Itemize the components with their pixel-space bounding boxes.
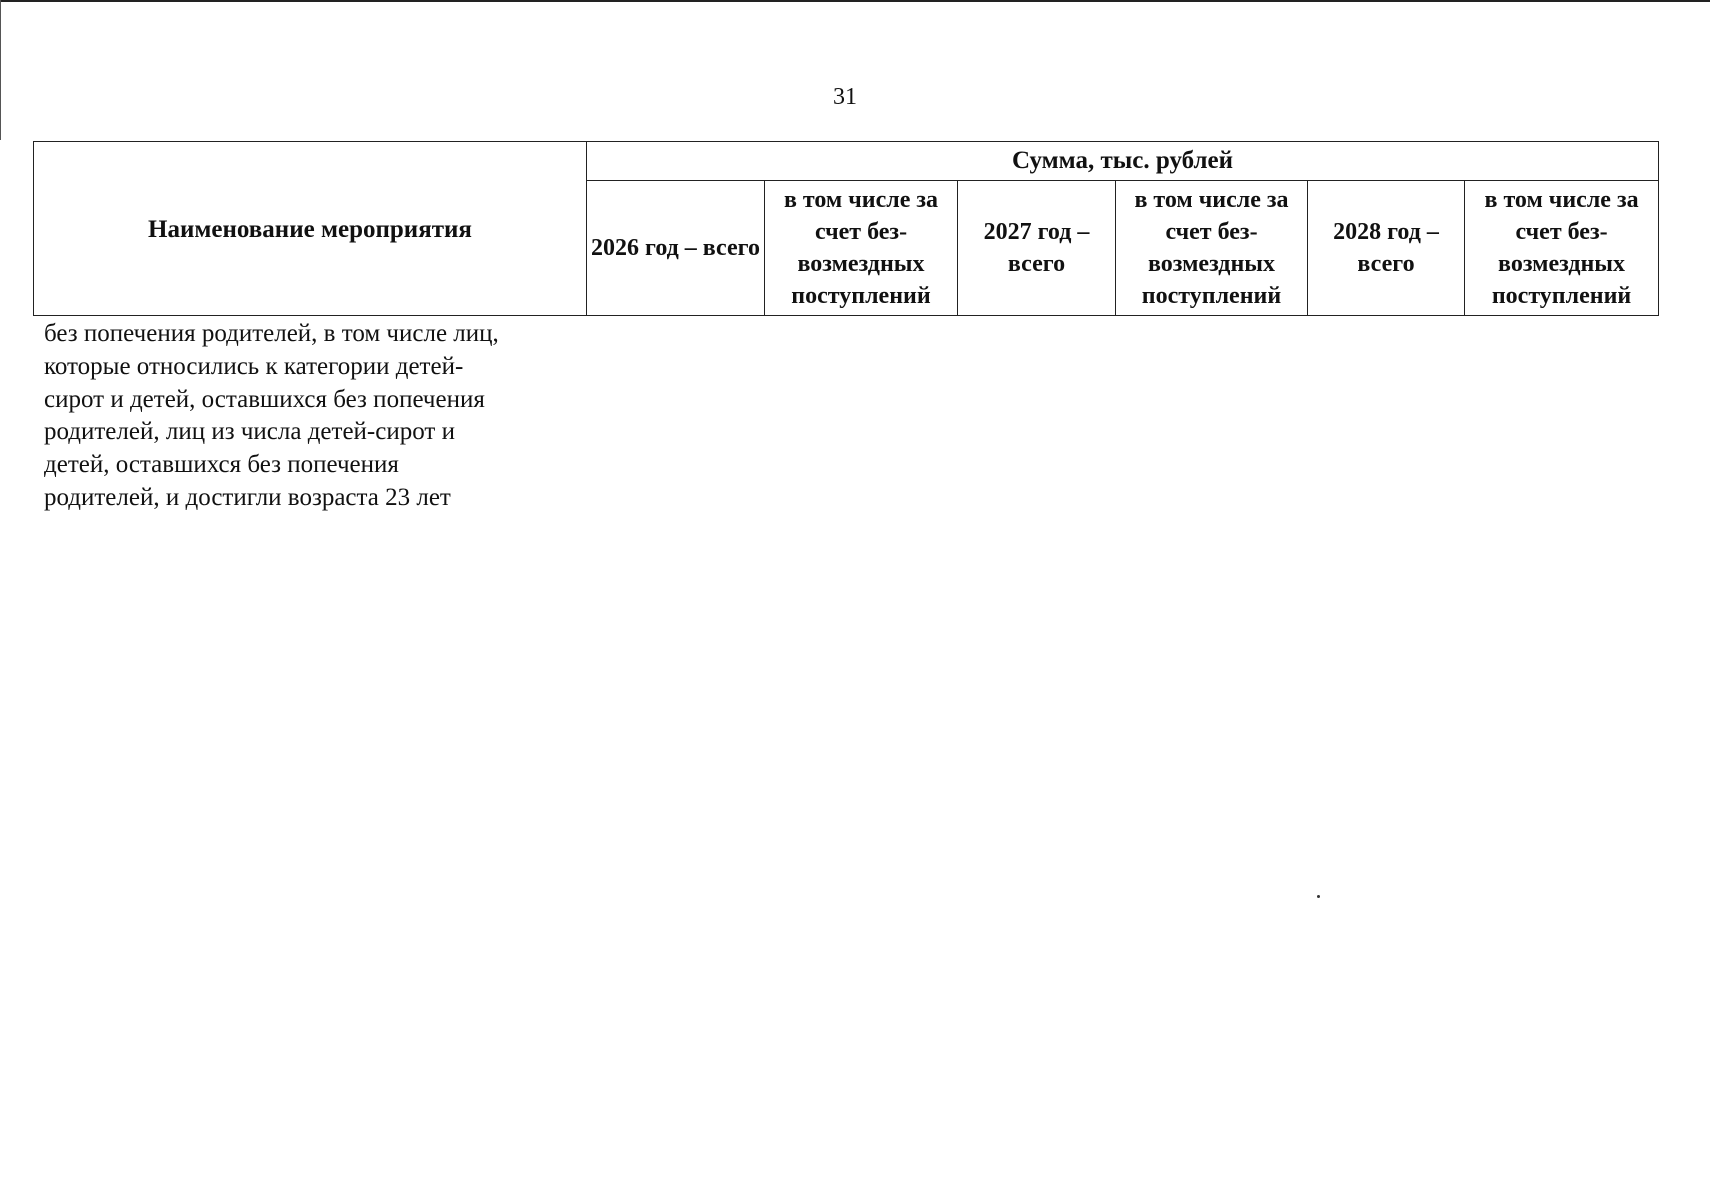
text-line: родителей, и достигли возраста 23 лет (44, 483, 451, 511)
text-line: родителей, лиц из числа детей-сирот и (44, 418, 455, 446)
continued-event-name (44, 318, 604, 515)
text-line: которые относились к категории детей- (44, 352, 464, 380)
sum-header: Сумма, тыс. рублей (587, 142, 1659, 181)
text-line: без попечения родителей, в том числе лиц, (44, 320, 499, 347)
page-number: 31 (833, 84, 857, 110)
scan-speck (1317, 895, 1320, 898)
column-2028-total: 2028 год – всего (1308, 181, 1465, 316)
column-2028-grants: в том числе за счет без-возмездных поступлений (1465, 181, 1659, 316)
scan-edge-top (0, 0, 1710, 2)
column-2026-grants: в том числе за счет без-возмездных поступлений (765, 181, 958, 316)
text-line: детей, оставшихся без попечения (44, 451, 399, 479)
column-2026-total: 2026 год – всего (587, 181, 765, 316)
column-2027-total: 2027 год – всего (958, 181, 1116, 316)
scan-edge-left (0, 0, 1, 140)
event-name-header: Наименование мероприятия (34, 142, 587, 316)
budget-table-header (33, 141, 1659, 316)
column-2027-grants: в том числе за счет без-возмездных поступлений (1116, 181, 1308, 316)
text-line: сирот и детей, оставшихся без попечения (44, 385, 485, 413)
